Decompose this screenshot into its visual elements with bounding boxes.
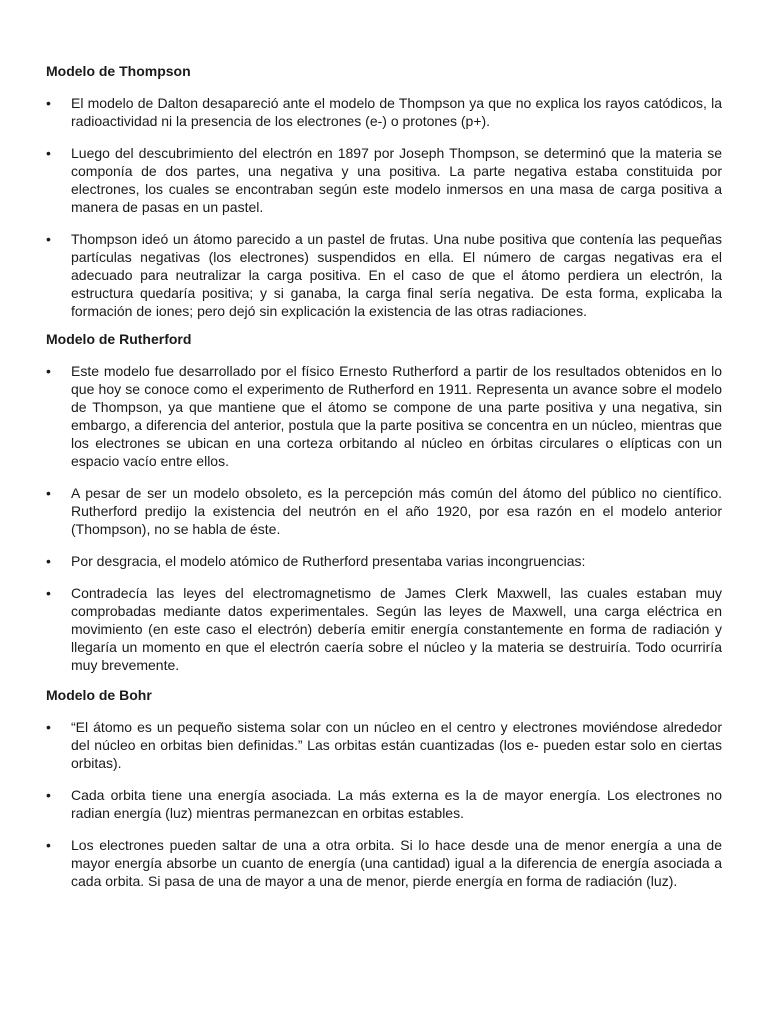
section-thompson: [46, 62, 722, 320]
document-page: [46, 62, 722, 904]
list-item-text: Luego del descubrimiento del electrón en 1897 por Joseph Thompson, se determinó que la materia se componía de dos partes, una negativa y una positiva. La parte negativa estaba constituida por electrones, los cuales se encontraban según este modelo inmersos en una masa de carga positiva a manera de pasas en un pastel.: [71, 145, 722, 215]
list-item-text: Este modelo fue desarrollado por el físico Ernesto Rutherford a partir de los resultados obtenidos en lo que hoy se conoce como el experimento de Rutherford en 1911. Representa un avance sobre el modelo de Thompson, ya que mantiene que el átomo se compone de una parte positiva y una negativa, sin embargo, a diferencia del anterior, postula que la parte positiva se concentra en un núcleo, mientras que los electrones se ubican en una corteza orbitando al núcleo en órbitas circulares o elípticas con un espacio vacío entre ellos.: [71, 363, 722, 469]
bullet-marker: •: [46, 485, 51, 501]
section-bohr: [46, 686, 722, 890]
section-title-bohr: Modelo de Bohr: [46, 687, 152, 703]
list-item: [46, 362, 722, 470]
list-item-text: Thompson ideó un átomo parecido a un pastel de frutas. Una nube positiva que contenía las pequeñas partículas negativas (los electrones) suspendidos en ella. El número de cargas negativas era el adecuado para neutralizar la carga positiva. En el caso de que el átomo perdiera un electrón, la estructura quedaría positiva; y si ganaba, la carga final sería negativa. De esta forma, explicaba la formación de iones; pero dejó sin explicación la existencia de las otras radiaciones.: [71, 231, 722, 319]
list-item-text: Los electrones pueden saltar de una a otra orbita. Si lo hace desde una de menor energía a una de mayor energía absorbe un cuanto de energía (una cantidad) igual a la diferencia de energía asociada a cada orbita. Si pasa de una de mayor a una de menor, pierde energía en forma de radiación (luz).: [71, 837, 722, 889]
list-item: [46, 584, 722, 674]
list-item: [46, 230, 722, 320]
list-item-text: El modelo de Dalton desapareció ante el modelo de Thompson ya que no explica los rayos catódicos, la radioactividad ni la presencia de los electrones (e-) o protones (p+).: [71, 95, 722, 129]
bullet-marker: •: [46, 585, 51, 601]
list-item-text: A pesar de ser un modelo obsoleto, es la percepción más común del átomo del público no científico. Rutherford predijo la existencia del neutrón en el año 1920, por esa razón en el modelo anterior (Thompson), no se habla de éste.: [71, 485, 722, 537]
bullet-list-thompson: [46, 94, 722, 320]
list-item: [46, 484, 722, 538]
bullet-marker: •: [46, 787, 51, 803]
list-item: [46, 552, 722, 570]
list-item: [46, 144, 722, 216]
bullet-marker: •: [46, 231, 51, 247]
list-item-text: “El átomo es un pequeño sistema solar con un núcleo en el centro y electrones moviéndose alrededor del núcleo en orbitas bien definidas.” Las orbitas están cuantizadas (los e- pueden estar solo en ciertas orbitas).: [71, 719, 722, 771]
list-item-text: Por desgracia, el modelo atómico de Rutherford presentaba varias incongruencias:: [71, 553, 586, 569]
bullet-marker: •: [46, 719, 51, 735]
bullet-marker: •: [46, 95, 51, 111]
bullet-list-bohr: [46, 718, 722, 890]
section-rutherford: [46, 330, 722, 674]
list-item: [46, 718, 722, 772]
bullet-marker: •: [46, 145, 51, 161]
section-title-rutherford: Modelo de Rutherford: [46, 331, 192, 347]
list-item-text: Contradecía las leyes del electromagnetismo de James Clerk Maxwell, las cuales estaban muy comprobadas mediante datos experimentales. Según las leyes de Maxwell, una carga eléctrica en movimiento (en este caso el electrón) debería emitir energía constantemente en forma de radiación y llegaría un momento en que el electrón caería sobre el núcleo y la materia se destruiría. Todo ocurriría muy brevemente.: [71, 585, 722, 673]
list-item-text: Cada orbita tiene una energía asociada. La más externa es la de mayor energía. Los electrones no radian energía (luz) mientras permanezcan en orbitas estables.: [71, 787, 722, 821]
section-title-thompson: Modelo de Thompson: [46, 63, 191, 79]
list-item: [46, 836, 722, 890]
bullet-marker: •: [46, 363, 51, 379]
bullet-marker: •: [46, 553, 51, 569]
list-item: [46, 94, 722, 130]
bullet-list-rutherford: [46, 362, 722, 674]
bullet-marker: •: [46, 837, 51, 853]
list-item: [46, 786, 722, 822]
